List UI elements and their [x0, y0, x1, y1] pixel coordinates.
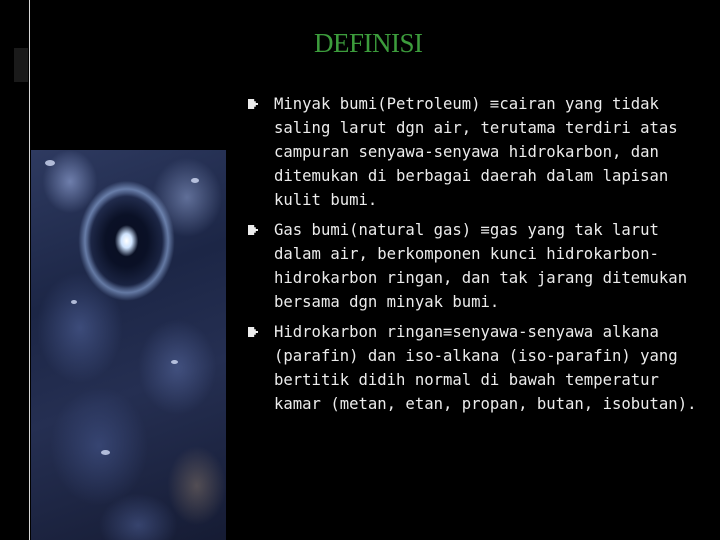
bullet-item-petroleum: [248, 92, 708, 212]
bullet-text: Hidrokarbon ringan≡senyawa-senyawa alkana (parafin) dan iso-alkana (iso-parafin) yang bertitik didih normal di bawah temperatur kamar (metan, etan, propan, butan, isobutan).: [274, 323, 697, 413]
photo-highlight: [71, 300, 77, 304]
bullet-text: Gas bumi(natural gas) ≡gas yang tak larut dalam air, berkomponen kunci hidrokarbon-hidrokarbon ringan, dan tak jarang ditemukan bersama dgn minyak bumi.: [274, 221, 688, 311]
square-bullet-icon: [248, 327, 258, 337]
photo-highlight: [171, 360, 178, 364]
photo-highlight: [45, 160, 55, 166]
bullet-list: [248, 92, 708, 416]
bullet-item-natural-gas: [248, 218, 708, 314]
left-divider-line: [29, 0, 30, 540]
square-bullet-icon: [248, 99, 258, 109]
square-bullet-icon: [248, 225, 258, 235]
oil-well-photo: [31, 150, 226, 540]
accent-block: [14, 48, 28, 82]
photo-highlight: [101, 450, 110, 455]
bullet-item-light-hydrocarbon: [248, 320, 708, 416]
slide-title: DEFINISI: [314, 28, 423, 58]
bullet-text: Minyak bumi(Petroleum) ≡cairan yang tidak saling larut dgn air, terutama terdiri atas campuran senyawa-senyawa hidrokarbon, dan ditemukan di berbagai daerah dalam lapisan kulit bumi.: [274, 95, 678, 209]
photo-highlight: [191, 178, 199, 183]
bullet-list-container: [248, 92, 708, 422]
